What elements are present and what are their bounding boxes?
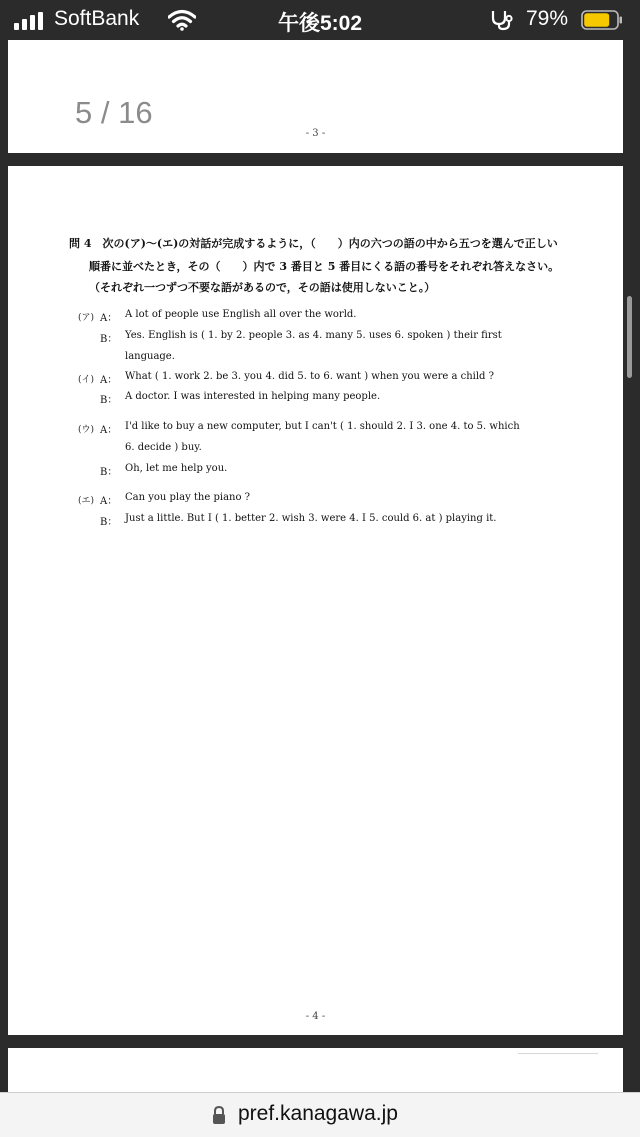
speaker-label: B：	[100, 395, 118, 406]
dialog-line: I'd like to buy a new computer, but I can't ( 1. should 2. I 3. one 4. to 5. which	[125, 421, 520, 432]
dialog-label-a: (ア)	[78, 313, 95, 323]
dialog-line: Oh, let me help you.	[125, 463, 228, 474]
pdf-page-5	[8, 1048, 623, 1093]
battery-fill	[584, 13, 609, 27]
dialog-line: A lot of people use English all over the world.	[125, 309, 357, 320]
speaker-label: B：	[100, 467, 118, 478]
lock-icon	[211, 1105, 227, 1125]
speaker-label: A：	[100, 375, 118, 386]
speaker-label: B：	[100, 517, 118, 528]
dialog-line: Yes. English is ( 1. by 2. people 3. as 4. many 5. uses 6. spoken ) their first	[125, 330, 502, 341]
page-number-3: - 3 -	[305, 128, 326, 139]
pdf-page-3	[8, 40, 623, 153]
url-bar[interactable]	[0, 1092, 640, 1137]
dialog-line: A doctor. I was interested in helping many people.	[125, 391, 381, 402]
url-text[interactable]: pref.kanagawa.jp	[238, 1102, 398, 1125]
scroll-indicator[interactable]	[627, 296, 632, 378]
faint-rule	[518, 1053, 598, 1054]
dialog-line: Just a little. But I ( 1. better 2. wish 3. were 4. I 5. could 6. at ) playing it.	[125, 513, 497, 524]
page-counter: 5 / 16	[75, 95, 153, 130]
stethoscope-icon	[490, 9, 516, 31]
battery-percent: 79%	[526, 7, 569, 30]
dialog-label-e: (エ)	[78, 496, 95, 506]
pdf-page-4	[8, 166, 623, 1035]
speaker-label: A：	[100, 313, 118, 324]
dialog-line: 6. decide ) buy.	[125, 442, 202, 453]
dialog-line: language.	[125, 351, 175, 362]
battery-icon	[581, 10, 623, 30]
dialog-label-i: (イ)	[78, 375, 95, 385]
question-instruction: 順番に並べたとき，その（ ）内で 3 番目と 5 番目にくる語の番号をそれぞれ答えなさい。	[89, 260, 560, 273]
question-note: （それぞれ一つずつ不要な語があるので，その語は使用しないこと。）	[89, 281, 436, 294]
speaker-label: A：	[100, 496, 118, 507]
page-number-4: - 4 -	[305, 1011, 326, 1022]
dialog-line: Can you play the piano ?	[125, 492, 251, 503]
carrier-name: SoftBank	[54, 7, 140, 30]
dialog-line: What ( 1. work 2. be 3. you 4. did 5. to 6. want ) when you were a child ?	[125, 371, 494, 382]
speaker-label: A：	[100, 425, 118, 436]
status-time: 午後5:02	[277, 12, 363, 35]
speaker-label: B：	[100, 334, 118, 345]
dialog-label-u: (ウ)	[78, 425, 95, 435]
question-title: 問 4 次の(ア)〜(エ)の対話が完成するように，（ ）内の六つの語の中から五つを選んで正しい	[69, 237, 558, 250]
status-bar	[0, 0, 640, 40]
